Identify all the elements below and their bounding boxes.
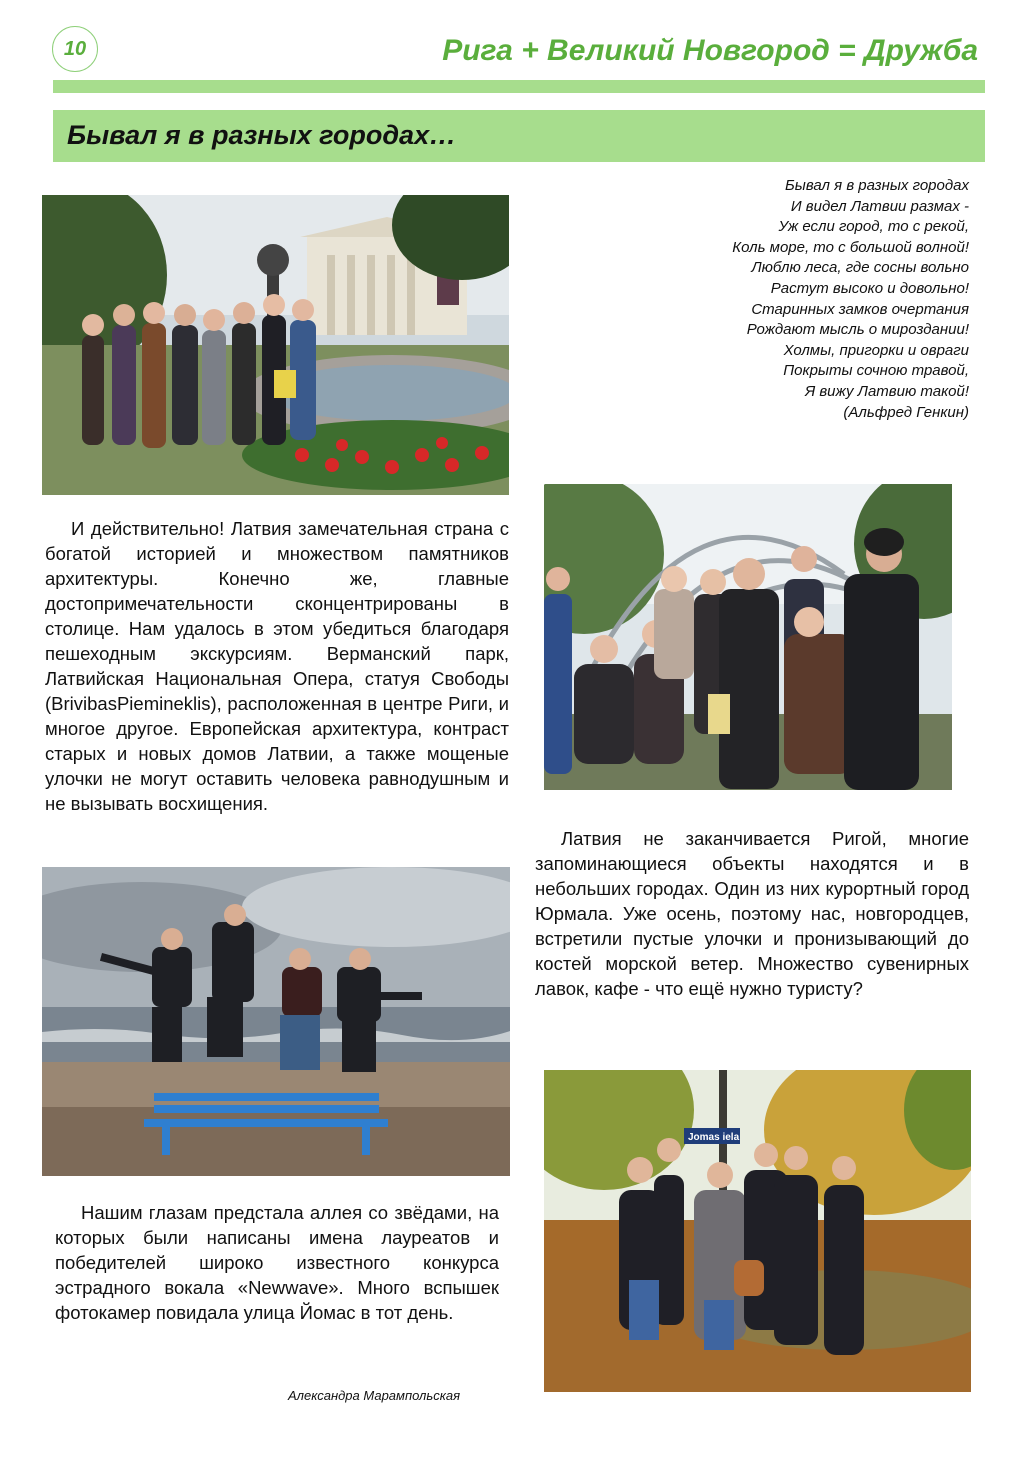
photo-jomas-street [544, 1070, 971, 1392]
photo-beach-jump [42, 867, 510, 1176]
section-title: Бывал я в разных городах… [67, 120, 457, 150]
paragraph-jurmala: Латвия не заканчивается Ригой, многие запоминающиеся объекты находятся и в небольших городах. Один из них курортный город Юрмала. Уже осень, поэтому нас, новгородцев, встретили пустые улочки и пронизывающий до костей морской ветер. Множество сувенирных лавок, кафе - что ещё нужно туристу? [535, 828, 969, 999]
photo-arches-group [544, 484, 952, 790]
street-sign-text: Jomas iela [688, 1132, 740, 1143]
photo-opera-group [42, 195, 509, 495]
paragraph-jomas-street: Нашим глазам предстала аллея со звёдами, на которых были написаны имена лауреатов и победителей широко известного конкурса эстрадного вокала «Newwave». Много вспышек фотокамер повидала улица Йомас в тот день. [55, 1202, 499, 1323]
header-divider [53, 80, 985, 93]
poem-line: Бывал я в разных городах [785, 177, 969, 194]
header-title: Рига + Великий Новгород = Дружба [442, 34, 978, 67]
page-number: 10 [52, 26, 98, 72]
poem-line: Коль море, то с большой волной! [732, 238, 969, 256]
poem-line: И видел Латвии размах - [790, 197, 969, 215]
paragraph-latvia-architecture: И действительно! Латвия замечательная страна с богатой историей и множеством памятников архитектуры. Конечно же, главные достопримечательности сконцентрированы в столице. Нам удалось в этом убедиться благодаря пешеходным экскурсиям. Верманский парк, Латвийская Национальная Опера, статуя Свободы (BrivibasPiemineklis), расположенная в центре Риги, и многое другое. Европейская архитектура, контраст старых и новых домов Латвии, а также мощеные улочки не могут оставить человека равнодушным и не вызывать восхищения. [45, 518, 509, 814]
poem-line: Уж если город, то с рекой, [778, 218, 969, 236]
author-signature: Александра Марампольская [288, 1388, 461, 1403]
poem-line: Я вижу Латвию такой! [804, 382, 969, 400]
poem-line: Холмы, пригорки и овраги [783, 341, 969, 359]
poem [640, 176, 969, 423]
poem-line: Растут высоко и довольно! [770, 279, 969, 297]
poem-line: Покрыты сочною травой, [783, 362, 969, 380]
poem-author: (Альфред Генкин) [843, 403, 969, 421]
poem-line: Старинных замков очертания [751, 300, 969, 318]
poem-line: Люблю леса, где сосны вольно [751, 259, 969, 277]
poem-line: Рождают мысль о мироздании! [746, 321, 969, 339]
